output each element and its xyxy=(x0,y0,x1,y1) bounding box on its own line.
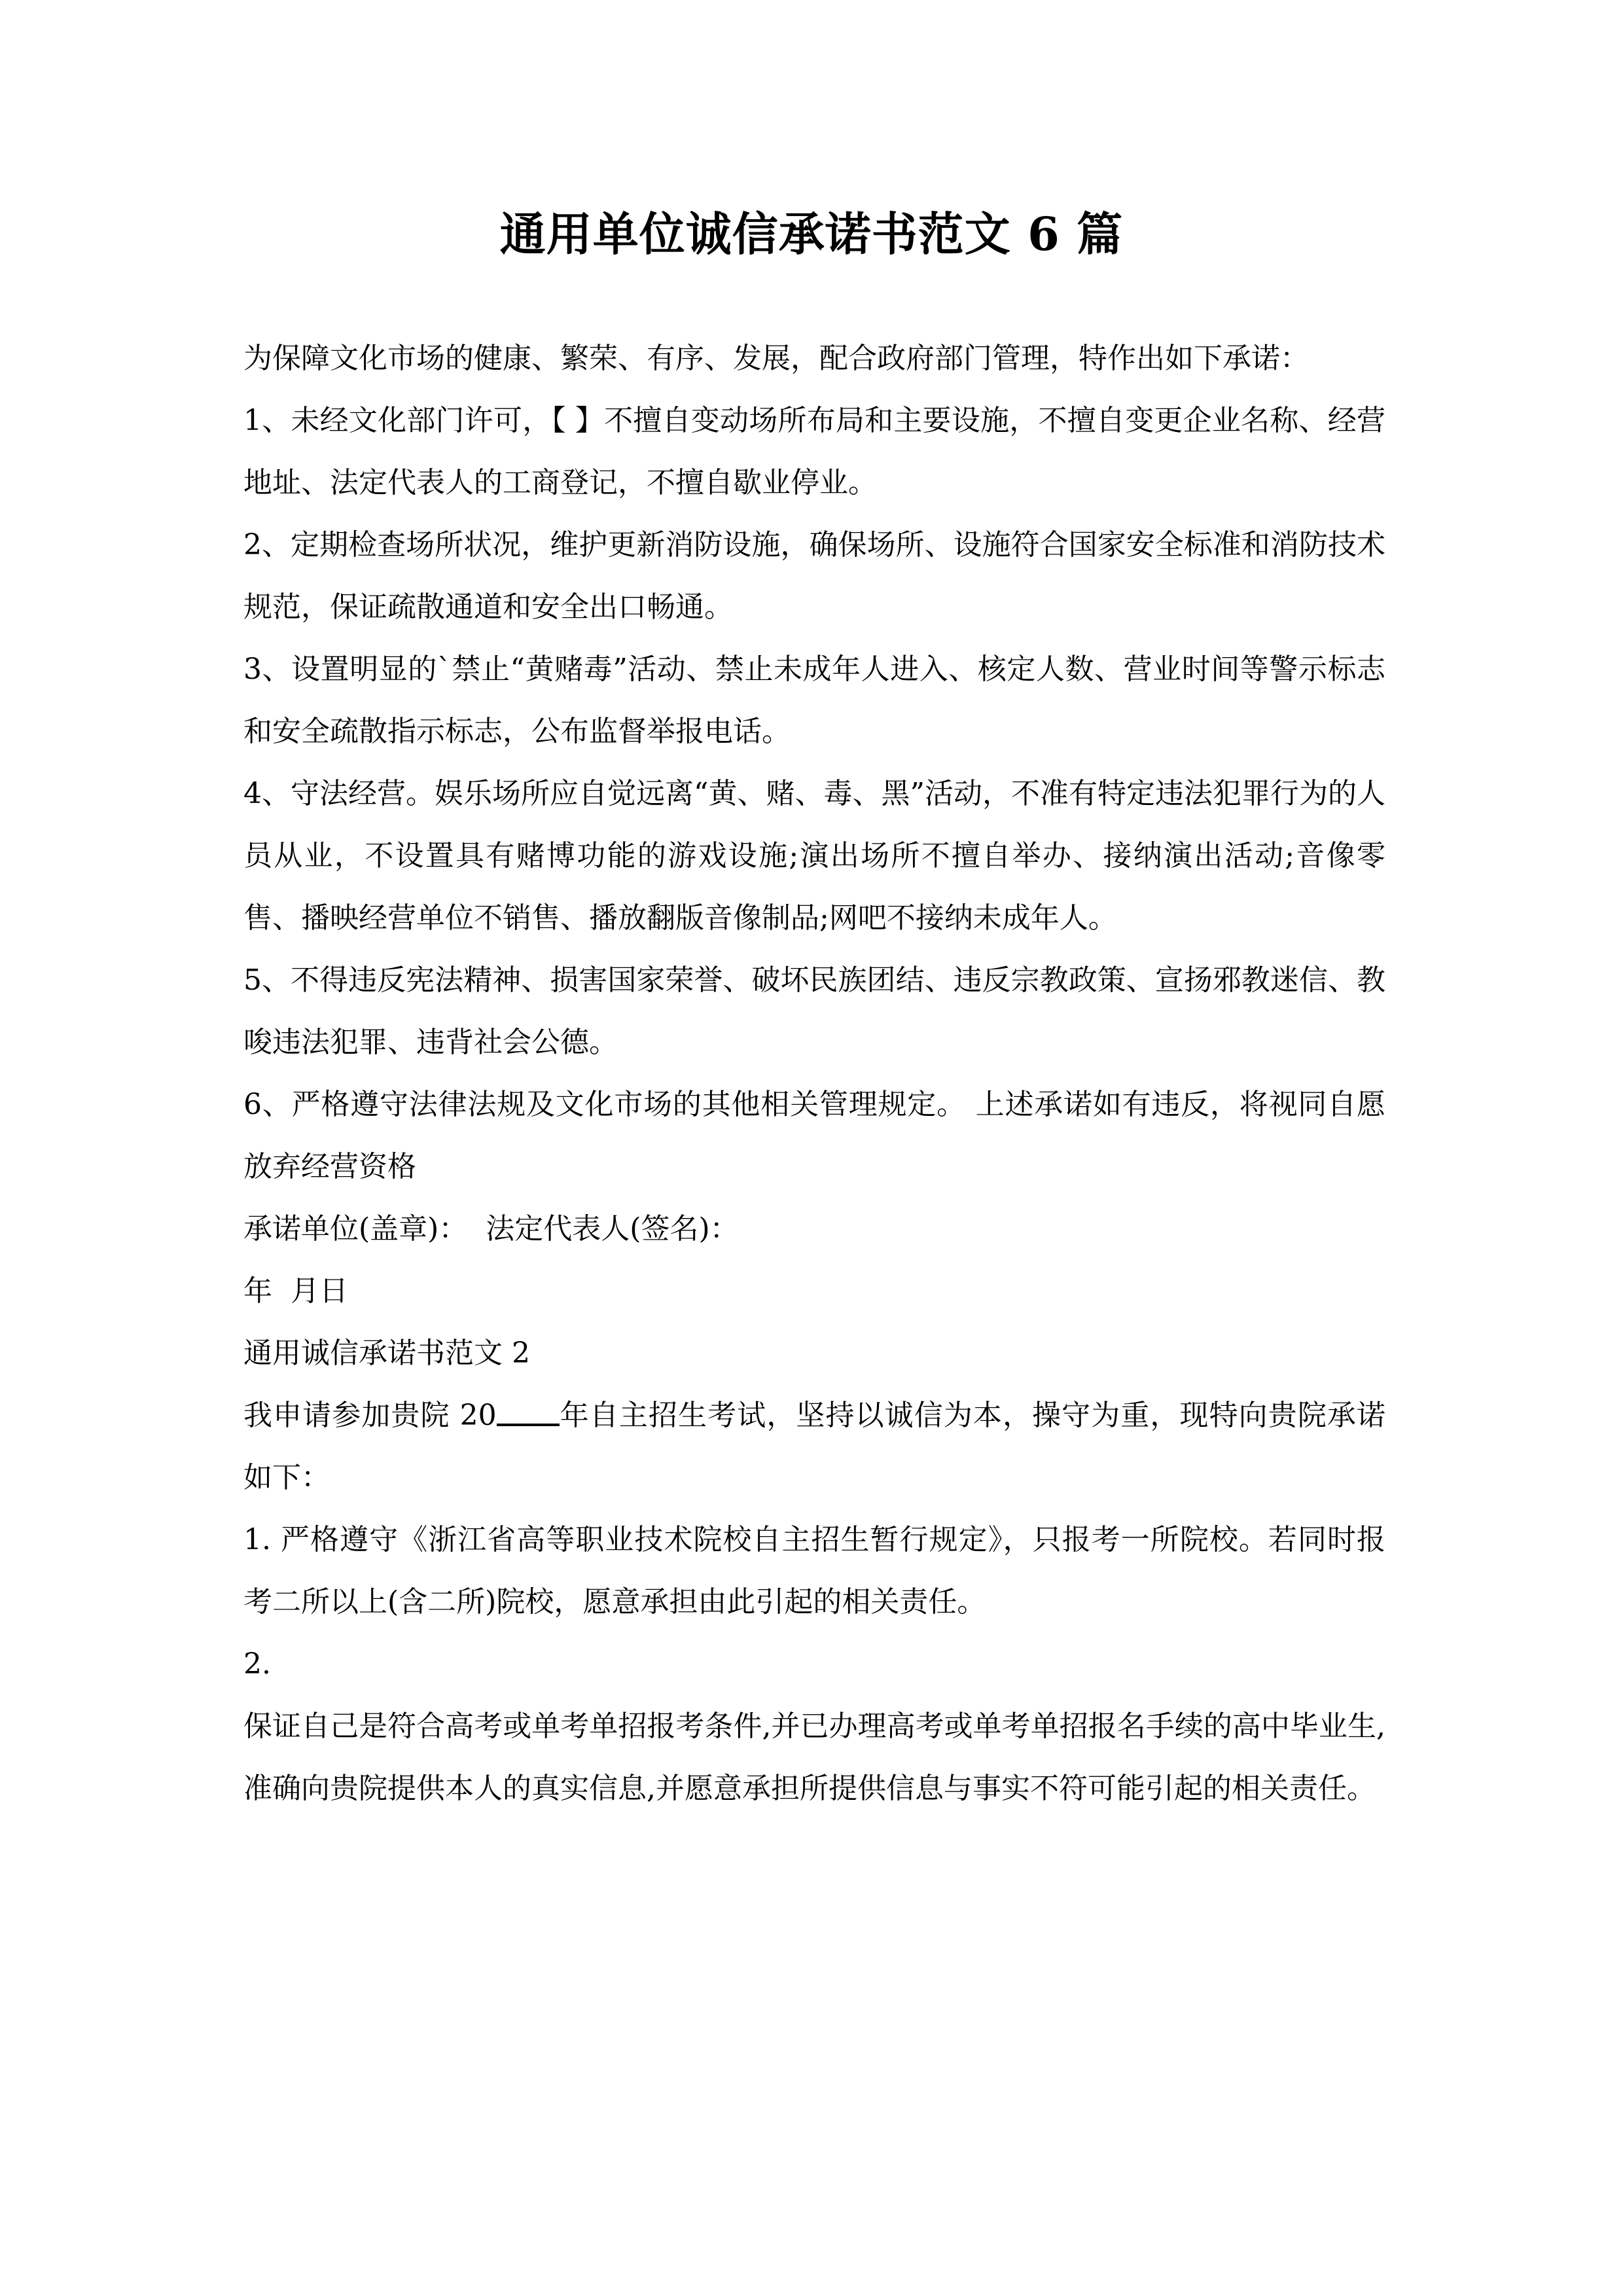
section-2-intro xyxy=(243,1384,1385,1509)
paragraph-item-1: 1、未经文化部门许可，【 】不擅自变动场所布局和主要设施，不擅自变更企业名称、经营地址、法定代表人的工商登记，不擅自歇业停业。 xyxy=(243,404,1385,499)
page-title: 通用单位诚信承诺书范文 6 篇 xyxy=(499,206,1124,261)
section-2-heading: 通用诚信承诺书范文 2 xyxy=(243,1336,530,1370)
date-line: 年 月日 xyxy=(243,1274,348,1308)
paragraph-item-3: 3、设置明显的`禁止“黄赌毒”活动、禁止未成年人进入、核定人数、营业时间等警示标志和安全疏散指示标志，公布监督举报电话。 xyxy=(243,653,1385,748)
paragraph-item-6: 6、严格遵守法律法规及文化市场的其他相关管理规定。 上述承诺如有违反，将视同自愿放弃经营资格 xyxy=(243,1088,1385,1183)
section-2-item-1: 1. 严格遵守《浙江省高等职业技术院校自主招生暂行规定》，只报考一所院校。若同时报考二所以上(含二所)院校，愿意承担由此引起的相关责任。 xyxy=(243,1523,1385,1619)
paragraph-item-5: 5、不得违反宪法精神、损害国家荣誉、破坏民族团结、违反宗教政策、宣扬邪教迷信、教唆违法犯罪、违背社会公德。 xyxy=(243,963,1385,1059)
section-2-item-2-number: 2. xyxy=(243,1647,271,1681)
paragraph-item-2: 2、定期检查场所状况，维护更新消防设施，确保场所、设施符合国家安全标准和消防技术规范，保证疏散通道和安全出口畅通。 xyxy=(243,528,1385,624)
section-2-intro-prefix: 我申请参加贵院 20 xyxy=(243,1399,497,1432)
signature-line: 承诺单位(盖章)： 法定代表人(签名)： xyxy=(243,1212,739,1246)
paragraph-intro: 为保障文化市场的健康、繁荣、有序、发展，配合政府部门管理，特作出如下承诺： xyxy=(243,342,1309,375)
section-2-intro-suffix: 年自主招生考试，坚持以诚信为本，操守为重，现特向贵院承诺如下： xyxy=(243,1399,1385,1494)
year-blank-field[interactable] xyxy=(497,1424,560,1426)
document-body xyxy=(243,327,1385,1820)
section-2-item-2-body: 保证自己是符合高考或单考单招报考条件,并已办理高考或单考单招报名手续的高中毕业生,准确向贵院提供本人的真实信息,并愿意承担所提供信息与事实不符可能引起的相关责任。 xyxy=(243,1710,1385,1805)
paragraph-item-4: 4、守法经营。娱乐场所应自觉远离“黄、赌、毒、黑”活动，不准有特定违法犯罪行为的人员从业，不设置具有赌博功能的游戏设施;演出场所不擅自举办、接纳演出活动;音像零售、播映经营单位不销售、播放翻版音像制品;网吧不接纳未成年人。 xyxy=(243,777,1385,935)
